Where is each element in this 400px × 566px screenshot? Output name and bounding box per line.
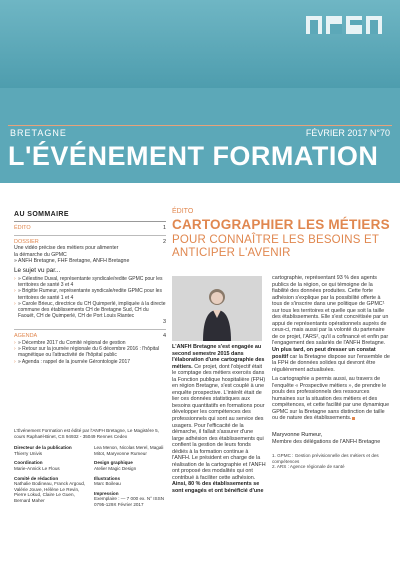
signature-role: Membre des délégations de l'ANFH Bretagne	[272, 438, 381, 445]
header-divider	[8, 125, 392, 126]
toc-bullet: › » Célestine Duval, représentante syndicale/redite GPMC pour les territoires de santé 3 et 4	[14, 276, 166, 288]
imprint	[14, 428, 166, 508]
footnotes	[272, 453, 390, 470]
toc-dossier-line: Une vidéo précise des métiers pour alimenter	[14, 245, 119, 252]
toc-bullet: › » Carole Brieuc, directrice du CH Quimperlé, impliquée à la directe commune des établissements CH de Bretagne Sud, CH du Faouët, CH de Quimperlé, CH de Port Louis Riantec	[14, 301, 166, 320]
imprint-block: Comité de rédaction Nathalie Bodineau, Franck Argoud, Valérie Jouve, Hélène Le Revin, Pierre Lokud, Claire Le Guen, Bernard Maher	[14, 475, 86, 503]
person-silhouette	[200, 284, 234, 341]
toc-divider	[14, 329, 166, 330]
article-body: cartographie, représentant 93 % des agents publics de la région, ce qui témoigne de la fiabilité des données produites. Cette forte adhésion s'explique par la possibilité offerte à tous de s'inscrire dans une politique de GPMC¹ sur tous les territoires et quelle que soit la taille des établissements. Elle s'est concrétisée par un appui de représentants opérationnels auprès de ceux-ci, mais aussi par la volonté du partenaire de ce projet, l'ARS², qu'il a cofinancé et enfin par l'engagement des salariés de l'ANFH Bretagne.	[272, 275, 389, 347]
toc-edito-label: ÉDITO	[14, 225, 31, 231]
issue-label: FÉVRIER 2017 N°70	[305, 128, 390, 138]
toc-agenda-page: 4	[162, 333, 166, 340]
toc-page3-number: 3	[162, 319, 166, 326]
article-body: La cartographie a permis aussi, au travers de l'enquête « Prospective métiers », de prendre le pouls des professionnels des ressources humaines sur la situation des métiers et des compétences, et cette facilité par une dynamique GPMC sur la Bretagne sans distinction de taille ou de nature des établissements.	[272, 376, 390, 422]
article-column-2	[272, 275, 390, 470]
article-body: car la Bretagne dispose sur l'ensemble de la FPH de données solides qui devront être régulièrement actualisées.	[272, 353, 390, 373]
article-subtitle: POUR CONNAÎTRE LES BESOINS ET ANTICIPER L'AVENIR	[172, 234, 379, 259]
imprint-block: Illustrations Marc Boileau Impression Exemplaire : — 7 000 ex. N° ISSN 0795-129X Février 2017	[94, 475, 165, 507]
signature	[272, 432, 390, 445]
toc-agenda-item: › » Agenda : rappel de la journée Gérontologie 2017	[14, 359, 166, 365]
article-emphasis: Ainsi, 80 % des établissements se sont engagés et ont bénéficié d'une	[172, 481, 264, 495]
toc-subject-heading: Le sujet vu par...	[14, 266, 61, 274]
toc-divider	[14, 235, 166, 236]
article-column-1	[172, 344, 266, 495]
footnote: 2. ARS : Agence régionale de santé	[272, 464, 345, 470]
author-photo	[172, 276, 262, 341]
toc-edito-page: 1	[162, 225, 166, 231]
end-mark-icon	[352, 417, 355, 420]
section-label: ÉDITO	[172, 208, 194, 215]
footnote: 1. GPMC : Gestion prévisionnelle des métiers et des compétences	[272, 453, 379, 464]
article-body: Ce projet, dont l'objectif était le comptage des métiers exercés dans la Fonction publique hospitalière (FPH) en région Bretagne, s'est couplé à une enquête prospective. L'intérêt était de lier ces données statistiques aux besoins quantitatifs en formations pour développer les compétences des professionnels qui sont au service des usagers. Pour l'efficacité de la démarche, il fallait s'assurer d'une large adhésion des établissements qui confient la gestion de leurs fonds dédiés à la formation continue à l'ANFH. Le président en charge de la réalisation de la cartographie et l'ANFH ont proposé des modalités qui ont contribué à faciliter cette adhésion.	[172, 363, 266, 481]
imprint-block: Coordination Marie-Annick Le Flous	[14, 460, 60, 471]
toc-dossier-page: 2	[162, 238, 166, 245]
toc-agenda[interactable]	[14, 333, 166, 340]
toc-dossier-line: » ANFH Bretagne, FHF Bretagne, ANFH Bretagne	[14, 258, 130, 265]
toc-title: AU SOMMAIRE	[14, 211, 166, 222]
toc-dossier-line: la démarche du GPMC	[14, 251, 67, 258]
article-emphasis: Un plus tard, on peut dresser un constat positif	[272, 347, 376, 360]
toc-page3	[14, 319, 166, 326]
toc-agenda-item: › » Retour sur la journée régionale du 6 décembre 2016 : l'hôpital magnétique ou l'attractivité de l'hôpital public	[14, 346, 166, 358]
publication-title: L'ÉVÉNEMENT FORMATION	[8, 141, 379, 171]
imprint-block: Directeur de la publication Thierry Univis	[14, 445, 72, 456]
toc-bullet: › » Brigitte Rumeur, représentante syndicale/redite GPMC pour les territoires de santé 1 et 4	[14, 288, 166, 300]
article-paragraph	[272, 376, 390, 422]
article-lead: L'ANFH Bretagne s'est engagée au second semestre 2015 dans l'élaboration d'une cartographie des métiers.	[172, 344, 265, 370]
toc-agenda-item: › » Décembre 2017 du Comité régional de gestion	[14, 340, 166, 346]
imprint-grid	[14, 445, 166, 507]
header-banner	[0, 0, 400, 123]
anfh-logo	[306, 12, 386, 38]
imprint-block: Lea Menon, Nicolas Merel, Magali Mitot, Maryvonne Rumeur	[94, 445, 164, 456]
toc-dossier[interactable]	[14, 239, 166, 246]
toc-edito[interactable]	[14, 225, 166, 232]
toc-agenda-label: AGENDA	[14, 333, 38, 340]
region-label: BRETAGNE	[10, 128, 67, 138]
imprint-block: Design graphique Atelier Magic Design	[94, 460, 137, 471]
imprint-intro: L'Événement Formation est édité par l'ANFH Bretagne, Le Magistère 5, cours Raphaël-Binet, CS 94932 - 35049 Rennes Cedex	[14, 428, 159, 439]
table-of-contents	[14, 211, 166, 365]
article-title: CARTOGRAPHIER LES MÉTIERS	[172, 217, 390, 232]
toc-dossier-label: DOSSIER	[14, 238, 39, 245]
signature-name: Maryvonne Rumeur,	[272, 432, 323, 439]
